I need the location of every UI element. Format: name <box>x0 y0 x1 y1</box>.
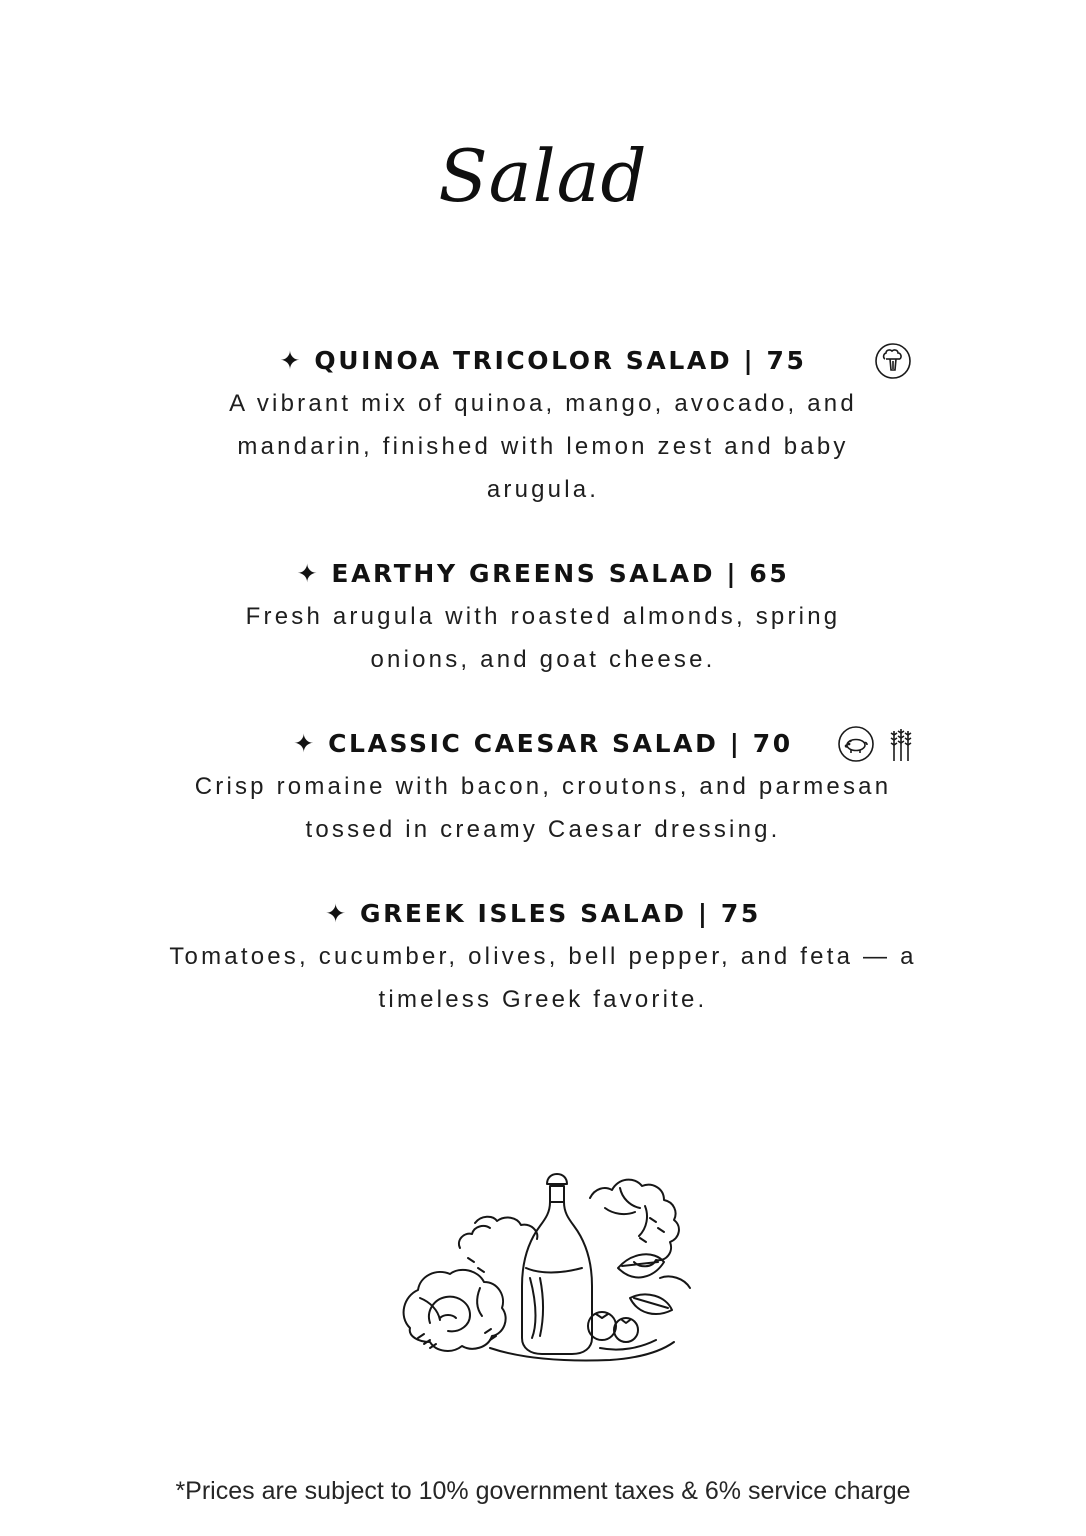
menu-item-quinoa <box>0 340 1086 511</box>
menu-item-header <box>0 553 1086 595</box>
menu-item-name: ✦ EARTHY GREENS SALAD | 65 <box>296 559 790 588</box>
menu-item-description: Fresh arugula with roasted almonds, spring onions, and goat cheese. <box>245 603 841 673</box>
page-title: Salad <box>438 134 648 218</box>
pig-icon <box>837 725 875 763</box>
salad-oil-bottle-illustration <box>390 1158 720 1378</box>
menu-item-earthy-greens <box>0 553 1086 681</box>
menu-item-description: Crisp romaine with bacon, croutons, and parmesan tossed in creamy Caesar dressing. <box>194 773 892 843</box>
menu-item-name: ✦ GREEK ISLES SALAD | 75 <box>325 899 761 928</box>
menu-item-description: A vibrant mix of quinoa, mango, avocado, and mandarin, finished with lemon zest and baby arugula. <box>229 390 857 503</box>
menu-item-header <box>0 893 1086 935</box>
menu-item-name: ✦ QUINOA TRICOLOR SALAD | 75 <box>279 346 807 375</box>
menu-item-caesar <box>0 723 1086 851</box>
menu-item-header <box>0 340 1086 382</box>
menu-item-greek-isles <box>0 893 1086 1021</box>
price-footnote: *Prices are subject to 10% government taxes & 6% service charge <box>175 1477 911 1505</box>
wheat-icon <box>882 725 920 763</box>
broccoli-icon <box>874 342 912 380</box>
menu-item-description: Tomatoes, cucumber, olives, bell pepper, and feta — a timeless Greek favorite. <box>169 943 917 1013</box>
menu-item-name: ✦ CLASSIC CAESAR SALAD | 70 <box>293 729 793 758</box>
menu-item-header <box>0 723 1086 765</box>
